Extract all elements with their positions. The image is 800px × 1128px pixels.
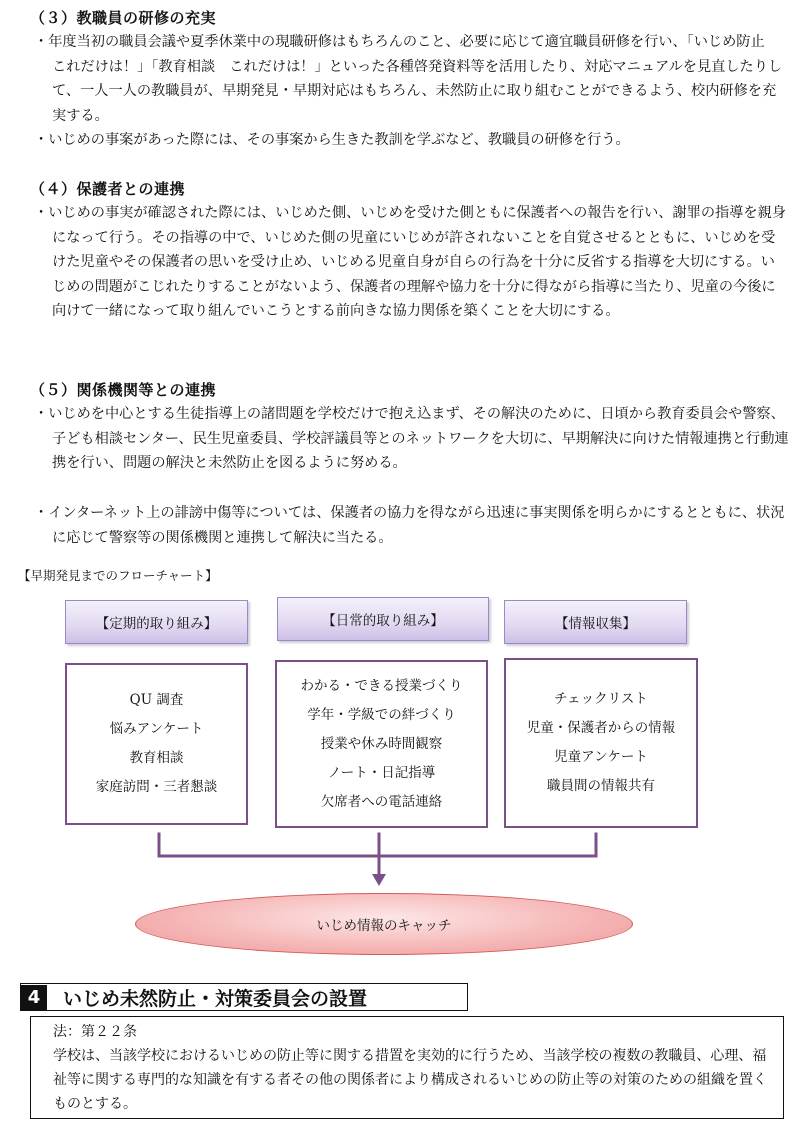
section-number: 4	[21, 985, 47, 1010]
flow-item: わかる・できる授業づくり	[300, 677, 463, 694]
section-4-paragraph: ・いじめの事実が確認された際には、いじめた側、いじめを受けた側ともに保護者への報告を行い、謝罪の指導を親身になって行う。その指導の中で、いじめた側の児童にいじめが許されないことを自覚させるとともに、いじめを受けた児童やその保護者の思いを受け止め、いじめる児童自身が自らの行為を十分に反省する指導を大切にする。いじめの問題がこじれたりすることがないよう、保護者の理解や協力を十分に得ながら指導に当たり、児童の今後に向けて一緒になって取り組んでいこうとする前向きな協力関係を築くことを大切にする。	[34, 205, 786, 319]
flow-item: 教育相談	[129, 750, 184, 766]
section-3-paragraph-2: ・いじめの事案があった際には、その事案から生きた教訓を学ぶなど、教職員の研修を行う。	[34, 132, 630, 148]
flow-item: ノート・日記指導	[327, 764, 436, 781]
flow-item: 職員間の情報共有	[547, 778, 655, 794]
section-5-paragraph-2: ・インターネット上の誹謗中傷等については、保護者の協力を得ながら迅速に事実関係を明らかにするとともに、状況に応じて警察等の関係機関と連携して解決に当たる。	[34, 505, 785, 546]
flow-item: チェックリスト	[554, 691, 648, 707]
section-3-heading: （３）教職員の研修の充実	[30, 9, 217, 27]
flow-header-periodic: 【定期的取り組み】	[65, 600, 248, 644]
section-4-title-bar	[20, 983, 468, 1011]
flow-result-ellipse: いじめ情報のキャッチ	[135, 893, 633, 955]
flow-item: 家庭訪問・三者懇談	[95, 779, 218, 795]
section-5-heading: （５）関係機関等との連携	[30, 381, 217, 399]
flow-item: 児童アンケート	[554, 749, 648, 765]
flowchart-title: 【早期発見までのフローチャート】	[18, 568, 218, 583]
section-5-paragraph-1: ・いじめを中心とする生徒指導上の諸問題を学校だけで抱え込まず、その解決のために、日頃から教育委員会や警察、子ども相談センター、民生児童委員、学校評議員等とのネットワークを大切に、早期解決に向けた情報連携と行動連携を行い、問題の解決と未然防止を図るように努める。	[34, 406, 789, 471]
flow-item: 学年・学級での絆づくり	[307, 706, 456, 723]
law-text: 学校は、当該学校におけるいじめの防止等に関する措置を実効的に行うため、当該学校の複数の教職員、心理、福祉等に関する専門的な知識を有する者その他の関係者により構成されるいじめの防止等の対策のための組織を置くものとする。	[53, 1048, 767, 1112]
arrow-down-icon	[372, 874, 386, 886]
flow-item: 悩みアンケート	[109, 721, 204, 737]
flow-header-daily: 【日常的取り組み】	[277, 597, 489, 641]
flow-item: 児童・保護者からの情報	[526, 720, 676, 736]
law-box	[30, 1016, 784, 1119]
law-reference: 法：第２２条	[53, 1024, 137, 1040]
flow-item: QU 調査	[129, 692, 184, 708]
flow-item: 欠席者への電話連絡	[320, 793, 443, 810]
flow-header-info: 【情報収集】	[504, 600, 687, 644]
section-4-heading: （４）保護者との連携	[30, 180, 186, 198]
section-title: いじめ未然防止・対策委員会の設置	[63, 987, 368, 1010]
flow-item: 授業や休み時間観察	[320, 735, 443, 752]
section-3-paragraph-1: ・年度当初の職員会議や夏季休業中の現職研修はもちろんのこと、必要に応じて適宜職員研修を行い、「いじめ防止 これだけは！」「教育相談 これだけは！」といった各種啓発資料等を活用したり、対応マニュアルを見直したりして、一人一人の教職員が、早期発見・早期対応はもちろん、未然防止に取り組むことができるよう、校内研修を充実する。	[34, 34, 783, 124]
